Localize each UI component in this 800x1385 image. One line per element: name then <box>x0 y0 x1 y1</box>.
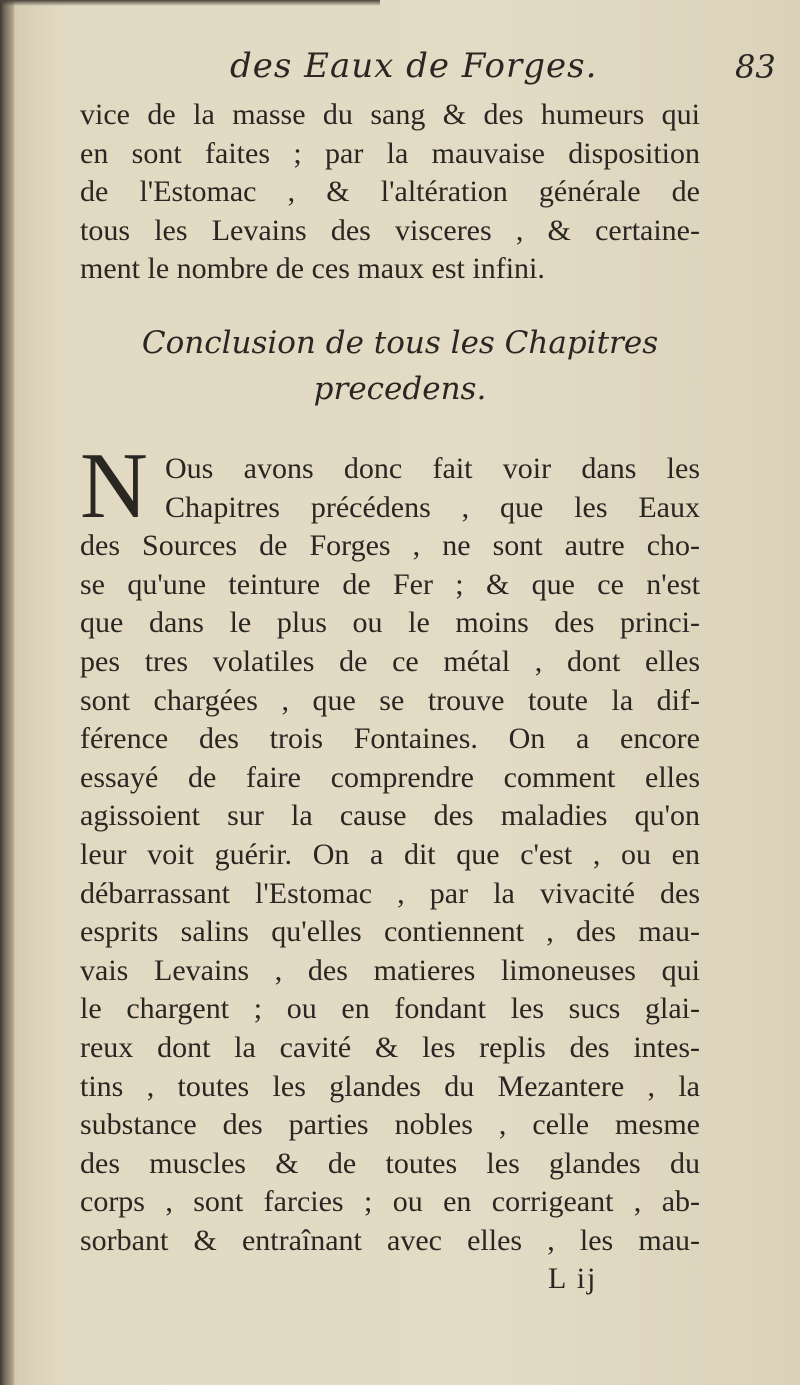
text-line: vais Levains , des matieres limoneuses qui <box>80 953 700 987</box>
text-line: le chargent ; ou en fondant les sucs glai- <box>80 992 700 1026</box>
drop-cap: N <box>80 434 148 538</box>
catchword-signature: L ij <box>548 1262 598 1295</box>
text-line: des Sources de Forges , ne sont autre cho- <box>80 529 700 563</box>
running-head: des Eaux de Forges. <box>230 46 598 86</box>
text-line: pes tres volatiles de ce métal , dont elles <box>80 644 700 678</box>
text-line: férence des trois Fontaines. On a encore <box>80 722 700 756</box>
paragraph-conclusion <box>80 450 700 1260</box>
text-line: tins , toutes les glandes du Mezantere , la <box>80 1069 700 1103</box>
text-line: des muscles & de toutes les glandes du <box>80 1146 700 1180</box>
text-line: se qu'une teinture de Fer ; & que ce n'est <box>80 567 700 601</box>
page-edge-shadow <box>0 0 380 6</box>
heading-line-2: precedens. <box>313 371 487 407</box>
text-line: reux dont la cavité & les replis des intes- <box>80 1030 700 1064</box>
text-line: sont chargées , que se trouve toute la dif- <box>80 683 700 717</box>
text-line: Ous avons donc fait voir dans les <box>165 452 700 485</box>
text-line: sorbant & entraînant avec elles , les mau- <box>80 1223 700 1257</box>
text-line: de l'Estomac , & l'altération générale de <box>80 175 700 209</box>
paragraph-continued <box>80 96 700 289</box>
text-line: débarrassant l'Estomac , par la vivacité des <box>80 876 700 910</box>
text-line: vice de la masse du sang & des humeurs qui <box>80 98 700 131</box>
text-line: agissoient sur la cause des maladies qu'on <box>80 799 700 833</box>
text-line: substance des parties nobles , celle mesme <box>80 1108 700 1142</box>
heading-line-1: Conclusion de tous les Chapitres <box>141 325 659 361</box>
text-line: essayé de faire comprendre comment elles <box>80 760 700 794</box>
page-number: 83 <box>735 48 776 86</box>
text-line: corps , sont farcies ; ou en corrigeant , ab- <box>80 1185 700 1219</box>
text-line: en sont faites ; par la mauvaise disposition <box>80 136 700 170</box>
text-line: leur voit guérir. On a dit que c'est , ou en <box>80 837 700 871</box>
text-line: que dans le plus ou le moins des princi- <box>80 606 700 640</box>
text-line: tous les Levains des visceres , & certaine- <box>80 213 700 247</box>
text-line: ment le nombre de ces maux est infini. <box>80 252 545 286</box>
text-line: Chapitres précédens , que les Eaux <box>165 490 700 524</box>
section-heading <box>80 320 720 412</box>
text-line: esprits salins qu'elles contiennent , des mau- <box>80 915 700 949</box>
page-gutter <box>0 0 14 1385</box>
